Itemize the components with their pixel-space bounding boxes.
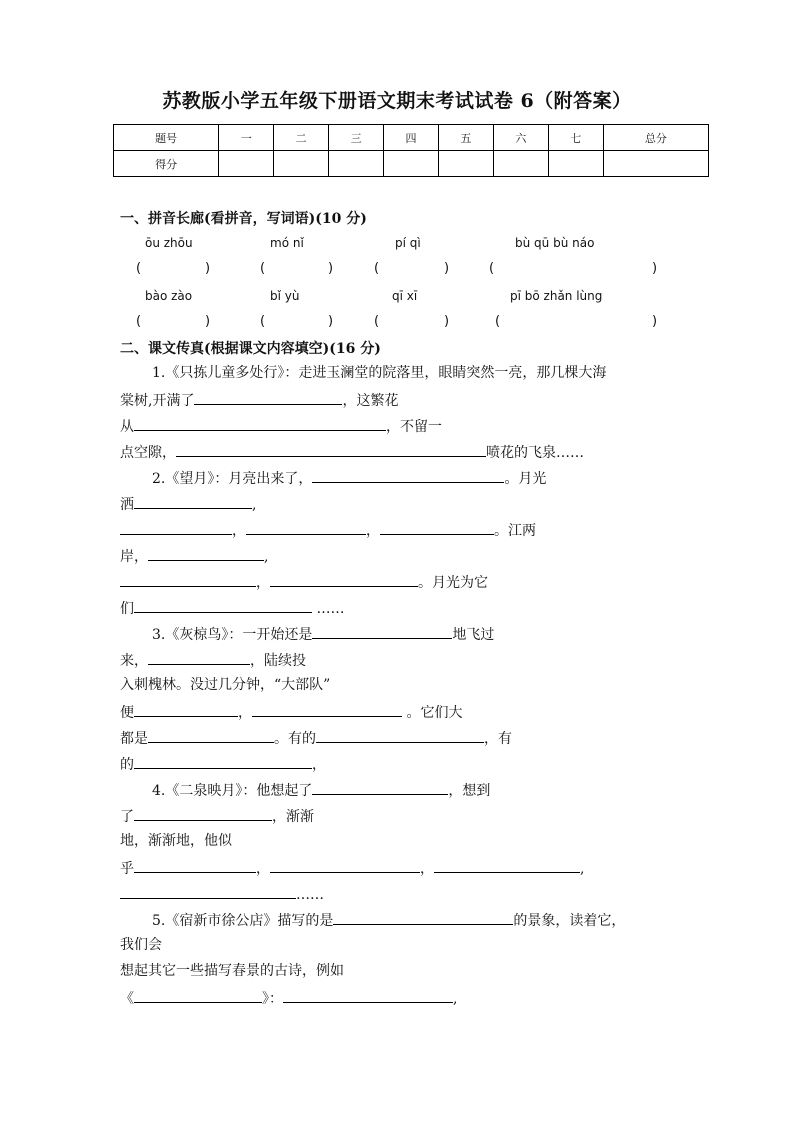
q4-text: 乎 bbox=[120, 861, 134, 877]
q2-line-d bbox=[120, 546, 268, 566]
q2-text: ， bbox=[232, 523, 246, 539]
section1-heading: 一、拼音长廊(看拼音，写词语)(10 分) bbox=[120, 211, 367, 227]
fill-blank[interactable] bbox=[194, 390, 342, 405]
score-cell[interactable] bbox=[329, 151, 384, 177]
fill-blank[interactable] bbox=[120, 520, 232, 535]
paren-close: ) bbox=[444, 261, 450, 276]
q3-text: ， bbox=[238, 705, 252, 721]
pinyin: mó nǐ bbox=[270, 236, 304, 250]
header-cell: 总分 bbox=[603, 125, 708, 151]
q2-text: ， bbox=[366, 523, 380, 539]
paren-close: ) bbox=[444, 314, 450, 329]
q4-line-b bbox=[120, 806, 314, 826]
q1-text: ，这繁花 bbox=[342, 393, 399, 409]
page-title: 苏教版小学五年级下册语文期末考试试卷 6（附答案） bbox=[162, 90, 632, 112]
q3-text: 入刺槐林。没过几分钟，“大部队” bbox=[120, 677, 331, 693]
q3-line-d bbox=[120, 702, 462, 722]
q5-text: 想起其它一些描写春景的古诗，例如 bbox=[120, 963, 344, 979]
q5-text: 5.《宿新市徐公店》描写的是 bbox=[152, 913, 334, 929]
fill-blank[interactable] bbox=[380, 520, 494, 535]
q3-text: ，陆续投 bbox=[250, 653, 306, 669]
q2-text: 。月光为它 bbox=[418, 575, 488, 591]
q4-text: ，渐渐 bbox=[272, 809, 314, 825]
paren-open: ( bbox=[374, 314, 380, 329]
q5-text: 的景象，读着它， bbox=[513, 913, 626, 929]
q4-text: 4.《二泉映月》：他想起了 bbox=[152, 783, 313, 799]
q3-text: 来， bbox=[120, 653, 148, 669]
score-table bbox=[113, 124, 709, 177]
fill-blank[interactable] bbox=[134, 494, 252, 509]
q1-text: 从 bbox=[120, 419, 134, 435]
pinyin: bù qū bù náo bbox=[515, 236, 595, 250]
q3-text: ， bbox=[312, 757, 326, 773]
paren-open: ( bbox=[136, 261, 142, 276]
fill-blank[interactable] bbox=[312, 468, 504, 483]
paren-open: ( bbox=[136, 314, 142, 329]
pinyin: bǐ yù bbox=[270, 289, 300, 303]
q2-line-b bbox=[120, 494, 256, 514]
q1-text: ，不留一 bbox=[386, 419, 442, 435]
header-cell: 一 bbox=[219, 125, 274, 151]
q3-text: 都是 bbox=[120, 731, 148, 747]
q1-text: 棠树,开满了 bbox=[120, 393, 195, 409]
q2-text: 岸， bbox=[120, 549, 148, 565]
q2-text: , bbox=[252, 497, 257, 513]
fill-blank[interactable] bbox=[134, 858, 256, 873]
q3-text: ，有 bbox=[484, 731, 512, 747]
q5-line-a bbox=[120, 910, 625, 930]
fill-blank[interactable] bbox=[120, 572, 256, 587]
q3-text: 3.《灰椋鸟》：一开始还是 bbox=[152, 627, 313, 643]
q4-text: 了 bbox=[120, 809, 134, 825]
paren-open: ( bbox=[495, 314, 501, 329]
fill-blank[interactable] bbox=[434, 858, 580, 873]
fill-blank[interactable] bbox=[316, 728, 484, 743]
q4-line-a bbox=[120, 780, 490, 800]
paren-open: ( bbox=[260, 314, 266, 329]
paren-close: ) bbox=[205, 314, 211, 329]
score-cell[interactable] bbox=[603, 151, 708, 177]
fill-blank[interactable] bbox=[148, 728, 274, 743]
q2-line-f bbox=[120, 598, 344, 618]
q4-text: , bbox=[580, 861, 585, 877]
fill-blank[interactable] bbox=[134, 702, 238, 717]
q2-line-e bbox=[120, 572, 488, 592]
score-table-score-row bbox=[114, 151, 709, 177]
q5-text: 》： bbox=[262, 991, 283, 1007]
fill-blank[interactable] bbox=[148, 546, 264, 561]
pinyin: pī bō zhǎn lùng bbox=[510, 289, 603, 303]
q2-text: …… bbox=[312, 601, 345, 617]
header-cell: 四 bbox=[384, 125, 439, 151]
q2-text: 们 bbox=[120, 601, 134, 617]
paren-open: ( bbox=[489, 261, 495, 276]
fill-blank[interactable] bbox=[252, 702, 402, 717]
paren-close: ) bbox=[652, 261, 658, 276]
q2-line-a bbox=[120, 468, 546, 488]
q1-text: 喷花的飞泉…… bbox=[486, 445, 584, 461]
pinyin: pí qì bbox=[395, 236, 421, 250]
q4-line-c bbox=[120, 832, 232, 850]
pinyin: qī xī bbox=[392, 289, 418, 303]
q4-text: ， bbox=[256, 861, 270, 877]
q2-text: , bbox=[264, 549, 269, 565]
q3-line-a bbox=[120, 624, 494, 644]
q2-text: 。月光 bbox=[504, 471, 547, 487]
fill-blank[interactable] bbox=[134, 598, 312, 613]
paren-close: ) bbox=[652, 314, 658, 329]
q3-line-e bbox=[120, 728, 512, 748]
header-cell: 七 bbox=[548, 125, 603, 151]
fill-blank[interactable] bbox=[312, 624, 452, 639]
paren-open: ( bbox=[374, 261, 380, 276]
q5-text: 我们会 bbox=[120, 937, 162, 953]
q5-line-b bbox=[120, 936, 162, 954]
fill-blank[interactable] bbox=[134, 806, 272, 821]
score-cell[interactable] bbox=[219, 151, 274, 177]
paren-open: ( bbox=[260, 261, 266, 276]
score-cell[interactable] bbox=[384, 151, 439, 177]
score-cell[interactable] bbox=[548, 151, 603, 177]
q4-line-d bbox=[120, 858, 584, 878]
fill-blank[interactable] bbox=[148, 650, 250, 665]
q3-text: 地飞过 bbox=[452, 627, 495, 643]
score-cell[interactable] bbox=[274, 151, 329, 177]
q3-text: 便 bbox=[120, 705, 134, 721]
score-row-label: 得分 bbox=[114, 151, 219, 177]
q5-text: 《 bbox=[120, 991, 134, 1007]
q4-text: 地，渐渐地，他似 bbox=[120, 833, 232, 849]
score-cell[interactable] bbox=[438, 151, 493, 177]
q4-text: ，想到 bbox=[448, 783, 491, 799]
score-cell[interactable] bbox=[493, 151, 548, 177]
section2-heading: 二、课文传真(根据课文内容填空)(16 分) bbox=[120, 341, 381, 357]
fill-blank[interactable] bbox=[283, 988, 453, 1003]
q5-text: , bbox=[453, 991, 458, 1007]
fill-blank[interactable] bbox=[134, 988, 262, 1003]
paren-close: ) bbox=[328, 314, 334, 329]
q5-line-c bbox=[120, 962, 344, 980]
fill-blank[interactable] bbox=[312, 780, 448, 795]
q1-line-d bbox=[120, 442, 584, 462]
q2-text: 洒 bbox=[120, 497, 134, 513]
q3-text: 。有的 bbox=[274, 731, 316, 747]
paren-close: ) bbox=[205, 261, 211, 276]
q2-line-c bbox=[120, 520, 536, 540]
fill-blank[interactable] bbox=[270, 858, 420, 873]
q1-line-a bbox=[120, 364, 606, 382]
fill-blank[interactable] bbox=[246, 520, 366, 535]
fill-blank[interactable] bbox=[333, 910, 513, 925]
q4-text: ， bbox=[420, 861, 434, 877]
q1-text: 1.《只拣儿童多处行》：走进玉澜堂的院落里，眼睛突然一亮，那几棵大海 bbox=[152, 365, 607, 381]
header-cell: 二 bbox=[274, 125, 329, 151]
q2-text: 。江两 bbox=[494, 523, 536, 539]
pinyin: ōu zhōu bbox=[145, 236, 193, 250]
header-cell: 六 bbox=[493, 125, 548, 151]
fill-blank[interactable] bbox=[134, 416, 386, 431]
score-table-header-row bbox=[114, 125, 709, 151]
q3-line-f bbox=[120, 754, 326, 774]
header-cell: 三 bbox=[329, 125, 384, 151]
fill-blank[interactable] bbox=[134, 754, 312, 769]
q2-text: 2.《望月》：月亮出来了， bbox=[152, 471, 313, 487]
q2-text: ， bbox=[256, 575, 270, 591]
fill-blank[interactable] bbox=[270, 572, 418, 587]
q1-text: 点空隙， bbox=[120, 445, 176, 461]
header-cell: 五 bbox=[438, 125, 493, 151]
header-cell: 题号 bbox=[114, 125, 219, 151]
q5-line-d bbox=[120, 988, 457, 1008]
fill-blank[interactable] bbox=[120, 884, 296, 899]
q3-text: 。它们大 bbox=[402, 705, 463, 721]
q3-line-c bbox=[120, 676, 330, 694]
q3-line-b bbox=[120, 650, 306, 670]
fill-blank[interactable] bbox=[176, 442, 486, 457]
q4-line-e bbox=[120, 884, 324, 904]
q3-text: 的 bbox=[120, 757, 134, 773]
q1-line-b bbox=[120, 390, 398, 410]
paren-close: ) bbox=[328, 261, 334, 276]
q1-line-c bbox=[120, 416, 442, 436]
pinyin: bào zào bbox=[145, 289, 193, 303]
q4-text: …… bbox=[296, 887, 324, 903]
